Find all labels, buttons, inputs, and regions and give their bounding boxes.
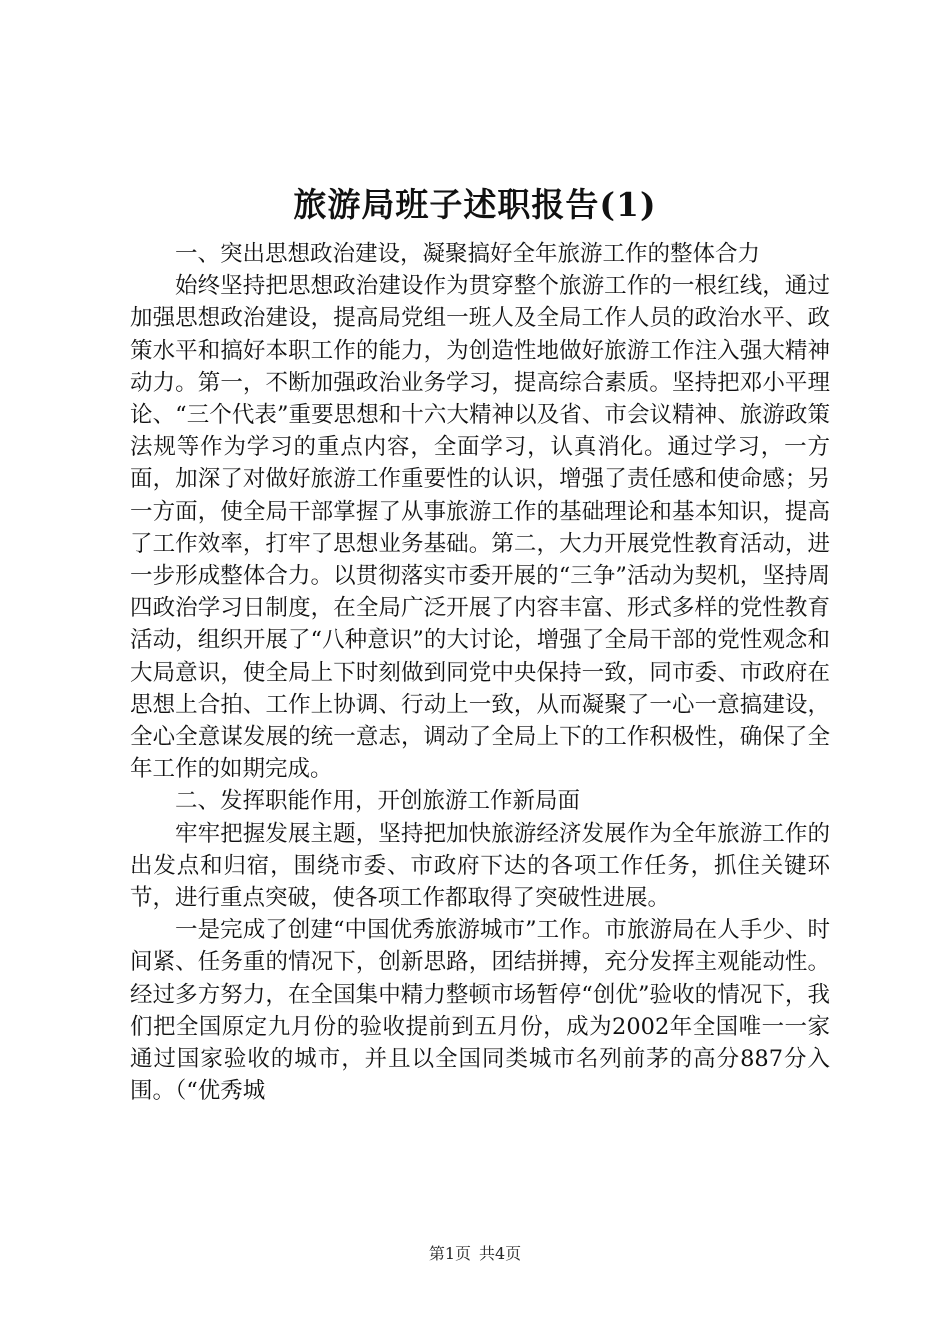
section-heading-1: 一、突出思想政治建设，凝聚搞好全年旅游工作的整体合力 xyxy=(175,241,761,267)
body-paragraph-3: 一是完成了创建“中国优秀旅游城市”工作。市旅游局在人手少、时间紧、任务重的情况下，创新思路，团结拼搏，充分发挥主观能动性。经过多方努力，在全国集中精力整顿市场暂停“创优”验收的情况下，我们把全国原定九月份的验收提前到五月份，成为2002年全国唯一一家通过国家验收的城市，并且以全国同类城市名列前茅的高分887分入围。（“优秀城 xyxy=(130,917,830,1105)
page-footer xyxy=(0,1244,950,1264)
body-paragraph-1: 始终坚持把思想政治建设作为贯穿整个旅游工作的一根红线，通过加强思想政治建设，提高局党组一班人及全局工作人员的政治水平、政策水平和搞好本职工作的能力，为创造性地做好旅游工作注入强大精神动力。第一，不断加强政治业务学习，提高综合素质。坚持把邓小平理论、“三个代表”重要思想和十六大精神以及省、市会议精神、旅游政策法规等作为学习的重点内容，全面学习，认真消化。通过学习，一方面，加深了对做好旅游工作重要性的认识，增强了责任感和使命感；另一方面，使全局干部掌握了从事旅游工作的基础理论和基本知识，提高了工作效率，打牢了思想业务基础。第二，大力开展党性教育活动，进一步形成整体合力。以贯彻落实市委开展的“三争”活动为契机，坚持周四政治学习日制度，在全局广泛开展了内容丰富、形式多样的党性教育活动，组织开展了“八种意识”的大讨论，增强了全局干部的党性观念和大局意识，使全局上下时刻做到同党中央保持一致，同市委、市政府在思想上合拍、工作上协调、行动上一致，从而凝聚了一心一意搞建设，全心全意谋发展的统一意志，调动了全局上下的工作积极性，确保了全年工作的如期完成。 xyxy=(130,273,830,783)
document-body xyxy=(130,238,830,1107)
page-total: 共4页 xyxy=(479,1244,522,1263)
document-title: 旅游局班子述职报告(1) xyxy=(293,185,657,224)
body-paragraph-2: 牢牢把握发展主题，坚持把加快旅游经济发展作为全年旅游工作的出发点和归宿，围绕市委、市政府下达的各项工作任务，抓住关键环节，进行重点突破，使各项工作都取得了突破性进展。 xyxy=(130,820,830,912)
section-heading-2: 二、发挥职能作用，开创旅游工作新局面 xyxy=(175,788,581,815)
page-number: 第1页 xyxy=(428,1244,471,1263)
